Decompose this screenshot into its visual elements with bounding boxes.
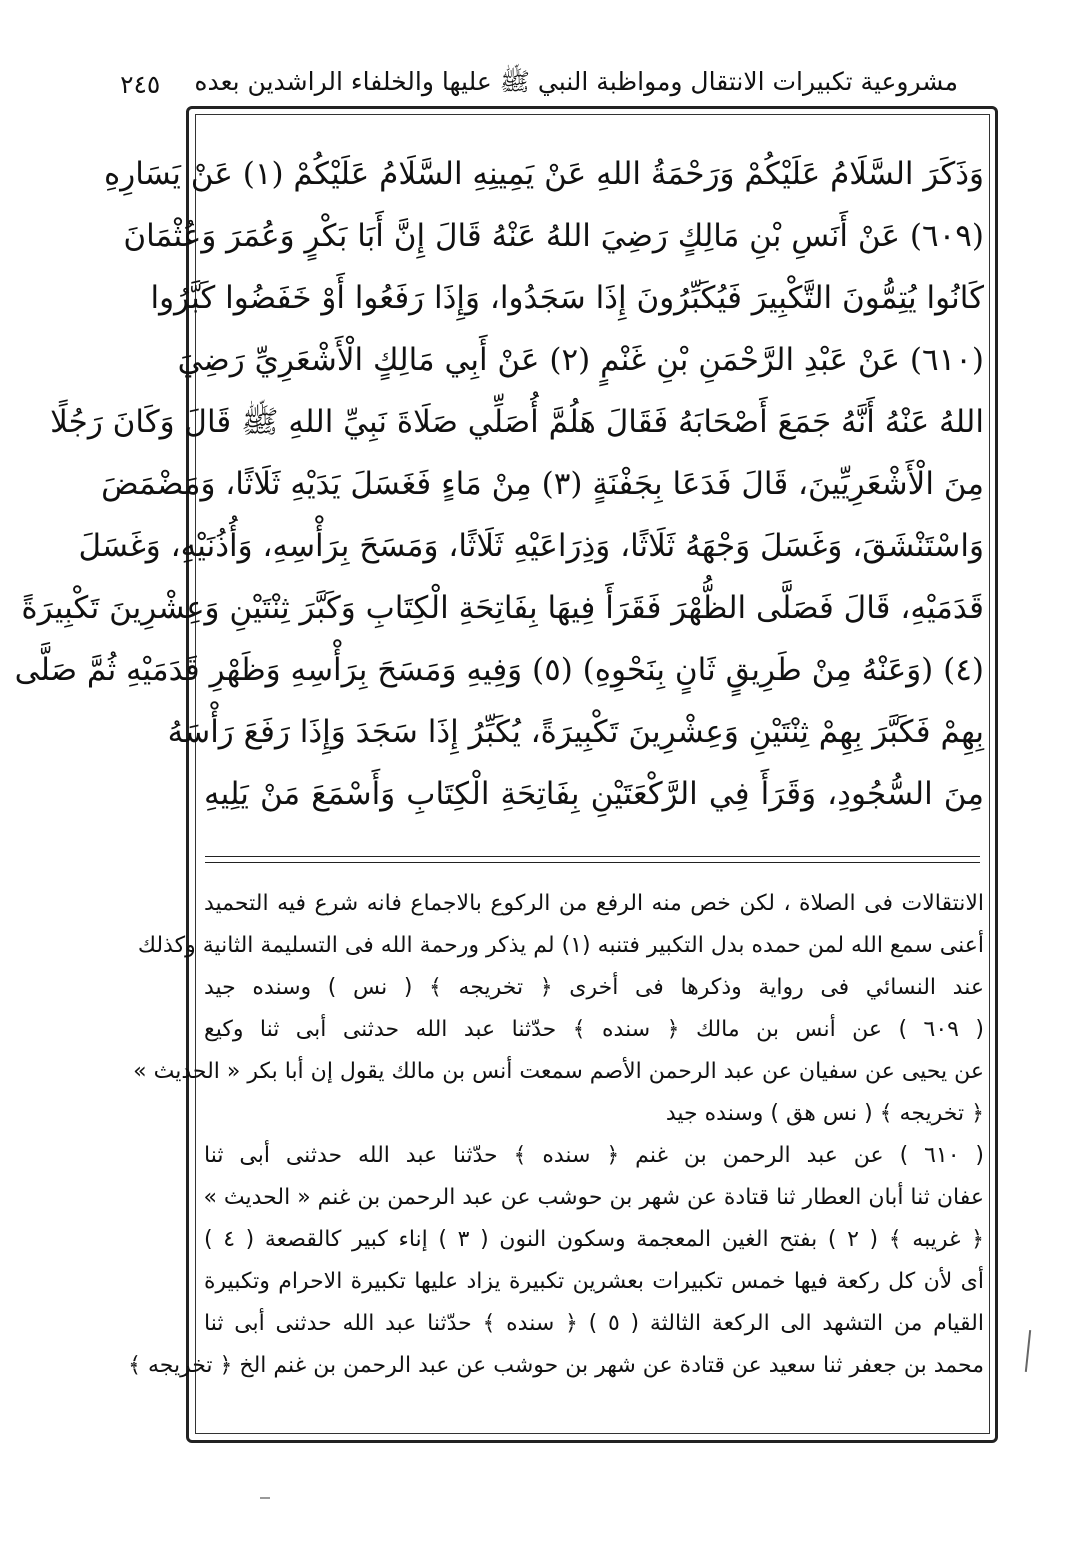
- corner-pen-mark: [260, 1497, 270, 1499]
- main-text-line: (٦٠٩) عَنْ أَنَسِ بْنِ مَالِكٍ رَضِيَ اللهُ عَنْهُ قَالَ إِنَّ أَبَا بَكْرٍ وَعُمَرَ وَعُثْمَانَ: [123, 218, 984, 254]
- main-text-line: مِنَ السُّجُودِ، وَقَرَأَ فِي الرَّكْعَتَيْنِ بِفَاتِحَةِ الْكِتَابِ وَأَسْمَعَ مَنْ يَلِيهِ: [204, 776, 984, 812]
- main-text-line: وَاسْتَنْشَقَ، وَغَسَلَ وَجْهَهُ ثَلَاثًا، وَذِرَاعَيْهِ ثَلَاثًا، وَمَسَحَ بِرَأْسِهِ، وَأُذُنَيْهِ، وَغَسَلَ: [78, 528, 984, 564]
- note-line: عند النسائي فى رواية وذكرها فى أخرى ﴿ تخريجه ﴾ ( نس ) وسنده جيد: [204, 975, 984, 1000]
- main-text-line: اللهُ عَنْهُ أَنَّهُ جَمَعَ أَصْحَابَهُ فَقَالَ هَلُمَّ أُصَلِّي صَلَاةَ نَبِيِّ اللهِ ﷺ قَالَ وَكَانَ رَجُلًا: [50, 404, 984, 440]
- main-text-line: مِنَ الْأَشْعَرِيِّينَ، قَالَ فَدَعَا بِجَفْنَةٍ (٣) مِنْ مَاءٍ فَغَسَلَ يَدَيْهِ ثَلَاثًا، وَمَضْمَضَ: [101, 466, 984, 502]
- note-line: ﴿ غريبه ﴾ ( ٢ ) بفتح الغين المعجمة وسكون النون ( ٣ ) إناء كبير كالقصعة ( ٤ ): [204, 1227, 985, 1252]
- main-text-line: (٤) (وَعَنْهُ مِنْ طَرِيقٍ ثَانٍ بِنَحْوِهِ) (٥) وَفِيهِ وَمَسَحَ بِرَأْسِهِ وَظَهْرِ قَدَمَيْهِ ثُمَّ صَلَّى: [14, 652, 984, 688]
- page-number: ٢٤٥: [120, 69, 161, 99]
- main-text-line: (٦١٠) عَنْ عَبْدِ الرَّحْمَنِ بْنِ غَنْمٍ (٢) عَنْ أَبِي مَالِكٍ الْأَشْعَرِيِّ رَضِيَ: [177, 342, 984, 378]
- running-header: [120, 64, 958, 104]
- divider-rule: [205, 862, 980, 863]
- margin-pen-mark: [1025, 1330, 1031, 1372]
- note-line: الانتقالات فى الصلاة ، لكن خص منه الرفع من الركوع بالاجماع فانه شرع فيه التحميد: [204, 891, 984, 916]
- main-text-line: بِهِمْ فَكَبَّرَ بِهِمْ ثِنْتَيْنِ وَعِشْرِينَ تَكْبِيرَةً، يُكَبِّرُ إِذَا سَجَدَ وَإِذَا رَفَعَ رَأْسَهُ: [167, 714, 984, 750]
- note-line: ( ٦١٠ ) عن عبد الرحمن بن غنم ﴿ سنده ﴾ حدّثنا عبد الله حدثنى أبى ثنا: [204, 1143, 985, 1168]
- note-line: ( ٦٠٩ ) عن أنس بن مالك ﴿ سنده ﴾ حدّثنا عبد الله حدثنى أبى ثنا وكيع: [204, 1017, 984, 1042]
- note-line: أعنى سمع الله لمن حمده بدل التكبير فتنبه (١) لم يذكر ورحمة الله فى التسليمة الثانية وكذلك: [137, 933, 984, 958]
- main-text-line: كَانُوا يُتِمُّونَ التَّكْبِيرَ فَيُكَبِّرُونَ إِذَا سَجَدُوا، وَإِذَا رَفَعُوا أَوْ خَفَضُوا كَبَّرُوا: [150, 280, 984, 316]
- note-line: عن يحيى عن سفيان عن عبد الرحمن الأصم سمعت أنس بن مالك يقول إن أبا بكر « الحديث »: [133, 1059, 984, 1084]
- note-line: أى لأن كل ركعة فيها خمس تكبيرات بعشرين تكبيرة يزاد عليها تكبيرة الاحرام وتكبيرة: [204, 1269, 984, 1294]
- note-line: القيام من التشهد الى الركعة الثالثة ( ٥ ) ﴿ سنده ﴾ حدّثنا عبد الله حدثنى أبى ثنا: [204, 1311, 984, 1336]
- running-title: مشروعية تكبيرات الانتقال ومواظبة النبي ﷺ عليها والخلفاء الراشدين بعده: [194, 66, 958, 96]
- main-text-line: قَدَمَيْهِ، قَالَ فَصَلَّى الظُّهْرَ فَقَرَأَ فِيهَا بِفَاتِحَةِ الْكِتَابِ وَكَبَّرَ ثِنْتَيْنِ وَعِشْرِينَ تَكْبِيرَةً: [21, 590, 984, 626]
- note-line: محمد بن جعفر ثنا سعيد عن قتادة عن شهر بن حوشب عن عبد الرحمن بن غنم الخ ﴿ تخريجه ﴾: [128, 1353, 984, 1378]
- note-line: عفان ثنا أبان العطار ثنا قتادة عن شهر بن حوشب عن عبد الرحمن بن غنم « الحديث »: [203, 1185, 984, 1210]
- divider-rule: [205, 856, 980, 857]
- note-line: ﴿ تخريجه ﴾ ( نس هق ) وسنده جيد: [665, 1101, 984, 1126]
- main-text-line: وَذَكَرَ السَّلَامُ عَلَيْكُمْ وَرَحْمَةُ اللهِ عَنْ يَمِينِهِ السَّلَامُ عَلَيْكُمْ (١) عَنْ يَسَارِهِ: [103, 156, 984, 192]
